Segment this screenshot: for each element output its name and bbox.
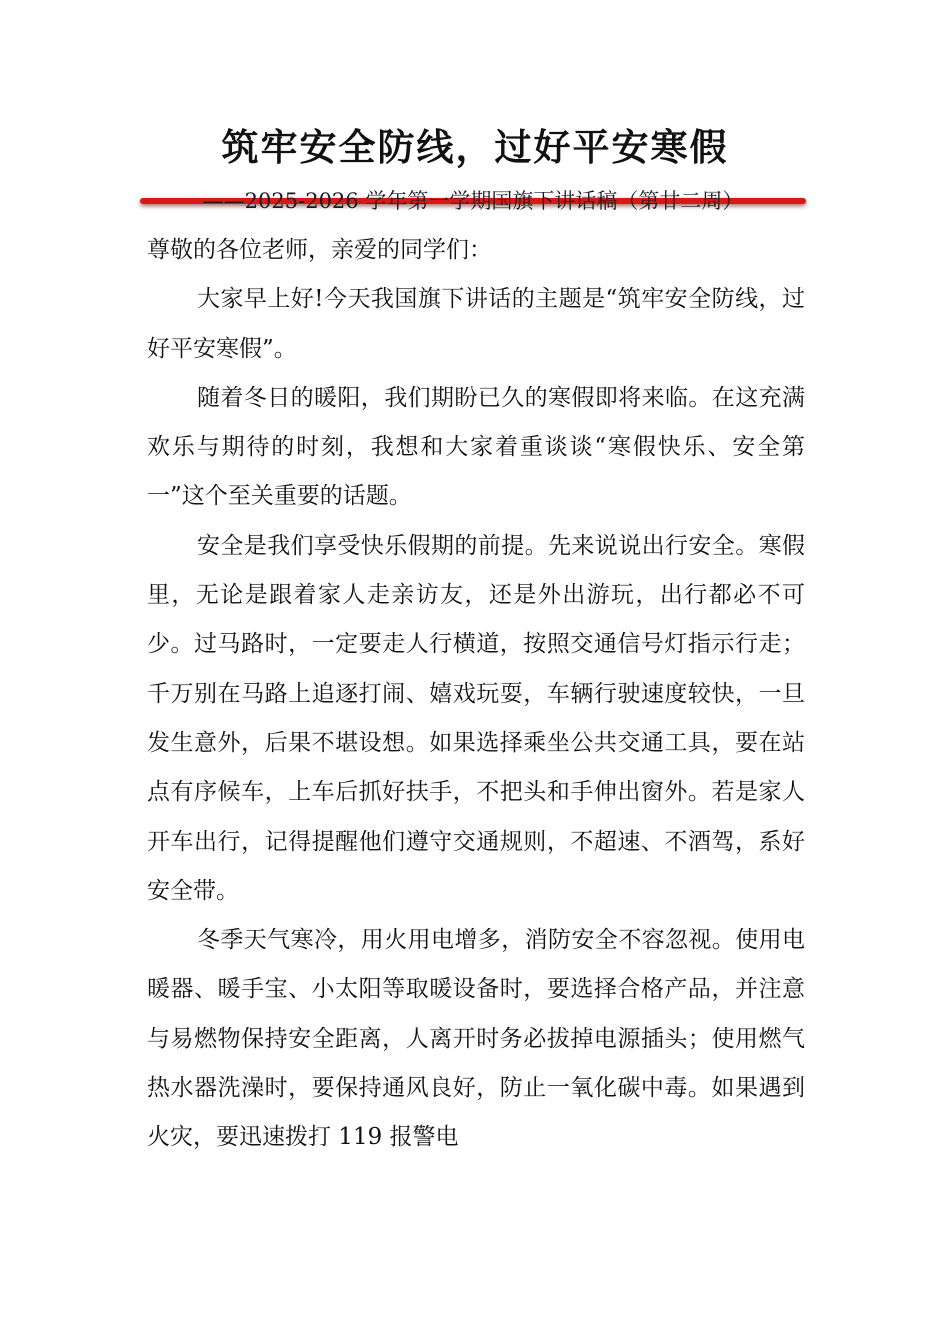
paragraph-intro: 随着冬日的暖阳，我们期盼已久的寒假即将来临。在这充满欢乐与期待的时刻，我想和大家着重谈谈“寒假快乐、安全第一”这个至关重要的话题。 bbox=[147, 384, 805, 510]
subtitle-block bbox=[140, 184, 806, 218]
salutation: 尊敬的各位老师，亲爱的同学们： bbox=[147, 237, 492, 263]
paragraph-fire-safety: 冬季天气寒冷，用火用电增多，消防安全不容忽视。使用电暖器、暖手宝、小太阳等取暖设备时，要选择合格产品，并注意与易燃物保持安全距离，人离开时务必拔掉电源插头；使用燃气热水器洗澡时，要保持通风良好，防止一氧化碳中毒。如果遇到火灾，要迅速拨打 119 报警电 bbox=[147, 927, 805, 1151]
document-title: 筑牢安全防线，过好平安寒假 bbox=[221, 126, 729, 169]
document-subtitle: ——2025-2026 学年第一学期国旗下讲话稿（第廿二周） bbox=[202, 189, 744, 213]
paragraph-greeting: 大家早上好!今天我国旗下讲话的主题是“筑牢安全防线，过好平安寒假”。 bbox=[147, 286, 805, 362]
speech-body bbox=[147, 226, 805, 1163]
paragraph-travel-safety: 安全是我们享受快乐假期的前提。先来说说出行安全。寒假里，无论是跟着家人走亲访友，还是外出游玩，出行都必不可少。过马路时，一定要走人行横道，按照交通信号灯指示行走；千万别在马路上追逐打闹、嬉戏玩耍，车辆行驶速度较快，一旦发生意外，后果不堪设想。如果选择乘坐公共交通工具，要在站点有序候车，上车后抓好扶手，不把头和手伸出窗外。若是家人开车出行，记得提醒他们遵守交通规则，不超速、不酒驾，系好安全带。 bbox=[147, 532, 805, 904]
